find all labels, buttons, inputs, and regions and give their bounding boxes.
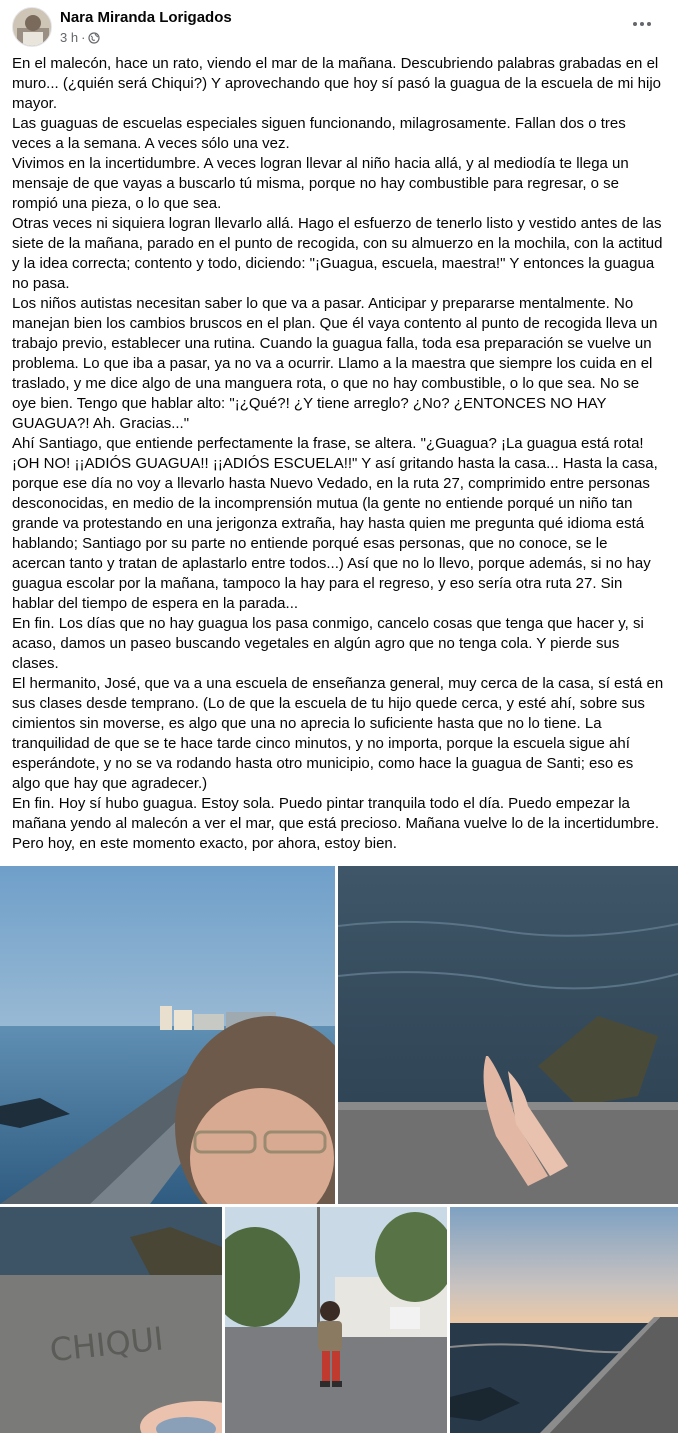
- photo-feet-sea[interactable]: [338, 866, 678, 1204]
- post-paragraph: Vivimos en la incertidumbre. A veces logran llevar al niño hacia allá, y al mediodía te llega un mensaje de que vayas a buscarlo tú misma, porque no hay combustible para regresar, o se rompió una pieza, o lo que sea.: [12, 155, 629, 212]
- photo-boy-street[interactable]: [225, 1207, 447, 1433]
- post-paragraph: En el malecón, hace un rato, viendo el mar de la mañana. Descubriendo palabras grabadas en el muro... (¿quién será Chiqui?) Y aprovechando que hoy sí pasó la guagua de la escuela de mi hijo mayor.: [12, 55, 662, 112]
- photo-grid: [0, 866, 678, 1433]
- photo-malecon-selfie[interactable]: [0, 866, 335, 1204]
- photo-sunrise-sea[interactable]: [450, 1207, 678, 1433]
- meta-separator: ·: [81, 30, 86, 45]
- post-paragraph: Los niños autistas necesitan saber lo que va a pasar. Anticipar y prepararse mentalmente. No manejan bien los cambios bruscos en el plan. Que él vaya contento al punto de recogida lleva un trabajo previo, establecer una rutina. Cuando la guagua falla, toda esa preparación se vuelve un problema. Lo que iba a pasar, ya no va a ocurrir. Llamo a la maestra que siempre los cuida en el traslado, y me dice algo de una manguera rota, o que no hay combustible, o lo que sea. No se oye bien. Tengo que hablar alto: "¡¿Qué?! ¿Y tiene arreglo? ¿No? ¿ENTONCES NO HAY GUAGUA?! Ah. Gracias...": [12, 295, 658, 432]
- author-avatar[interactable]: [12, 7, 52, 47]
- inscription-text: CHIQUI: [48, 1319, 166, 1370]
- post-paragraph: Ahí Santiago, que entiende perfectamente la frase, se altera. "¿Guagua? ¡La guagua está rota! ¡OH NO! ¡¡ADIÓS GUAGUA!! ¡¡ADIÓS ESCUELA!!" Y así gritando hasta la casa... Hasta la casa, porque ese día no voy a llevarlo hasta Nuevo Vedado, en la ruta 27, comprimido entre personas desconocidas, en medio de la incomprensión mutua (la gente no entiende porqué un niño tan grande va protestando en una jerigonza extraña, hay hasta quien me pregunta qué idioma está hablando; Santiago por su parte no entiende porqué esas personas, que no conoce, se le acercan tanto y tratan de aplastarlo entre todos...) Así que no lo llevo, porque además, si no hay guagua escolar por la mañana, tampoco la hay para el regreso, y eso sería otra ruta 27. Sin hablar del tiempo de espera en la parada...: [12, 435, 658, 612]
- post-paragraph: En fin. Hoy sí hubo guagua. Estoy sola. Puedo pintar tranquila todo el día. Puedo empezar la mañana yendo al malecón a ver el mar, que está precioso. Mañana vuelve lo de la incertidumbre. Pero hoy, en este momento exacto, por ahora, estoy bien.: [12, 795, 660, 852]
- post-paragraph: El hermanito, José, que va a una escuela de enseñanza general, muy cerca de la casa, sí está en sus clases desde temprano. (Lo de que la escuela de tu hijo quede cerca, y esté ahí, sobre sus cimientos sin moverse, es algo que una no aprecia lo suficiente hasta que no lo tiene. La tranquilidad de que se te hace tarde cinco minutos, y no importa, porque la escuela sigue ahí esperándote, y no se va rodando hasta otro municipio, como hace la guagua de Santi; eso es algo que hay que agradecer.): [12, 675, 664, 792]
- more-options-icon[interactable]: [628, 14, 656, 34]
- post-paragraph: Las guaguas de escuelas especiales siguen funcionando, milagrosamente. Fallan dos o tres veces a la semana. A veces sólo una vez.: [12, 115, 626, 152]
- post-paragraph: Otras veces ni siquiera logran llevarlo allá. Hago el esfuerzo de tenerlo listo y vestido antes de las siete de la mañana, parado en el punto de recogida, con su almuerzo en la mochila, con la actitud y la idea correcta; contento y todo, diciendo: "¡Guagua, escuela, maestra!" Y entonces la guagua no pasa.: [12, 215, 663, 292]
- author-name[interactable]: Nara Miranda Lorigados: [60, 9, 232, 26]
- post-header: [0, 0, 678, 50]
- globe-icon: [88, 32, 100, 44]
- post-text: [12, 54, 664, 854]
- post-time[interactable]: 3 h: [60, 30, 79, 45]
- photo-inscription[interactable]: [0, 1207, 222, 1433]
- post-meta: [60, 30, 100, 45]
- post-paragraph: En fin. Los días que no hay guagua los pasa conmigo, cancelo cosas que tenga que hacer y, si acaso, damos un paseo buscando vegetales en algún agro que no tenga cola. Y pierde sus clases.: [12, 615, 644, 672]
